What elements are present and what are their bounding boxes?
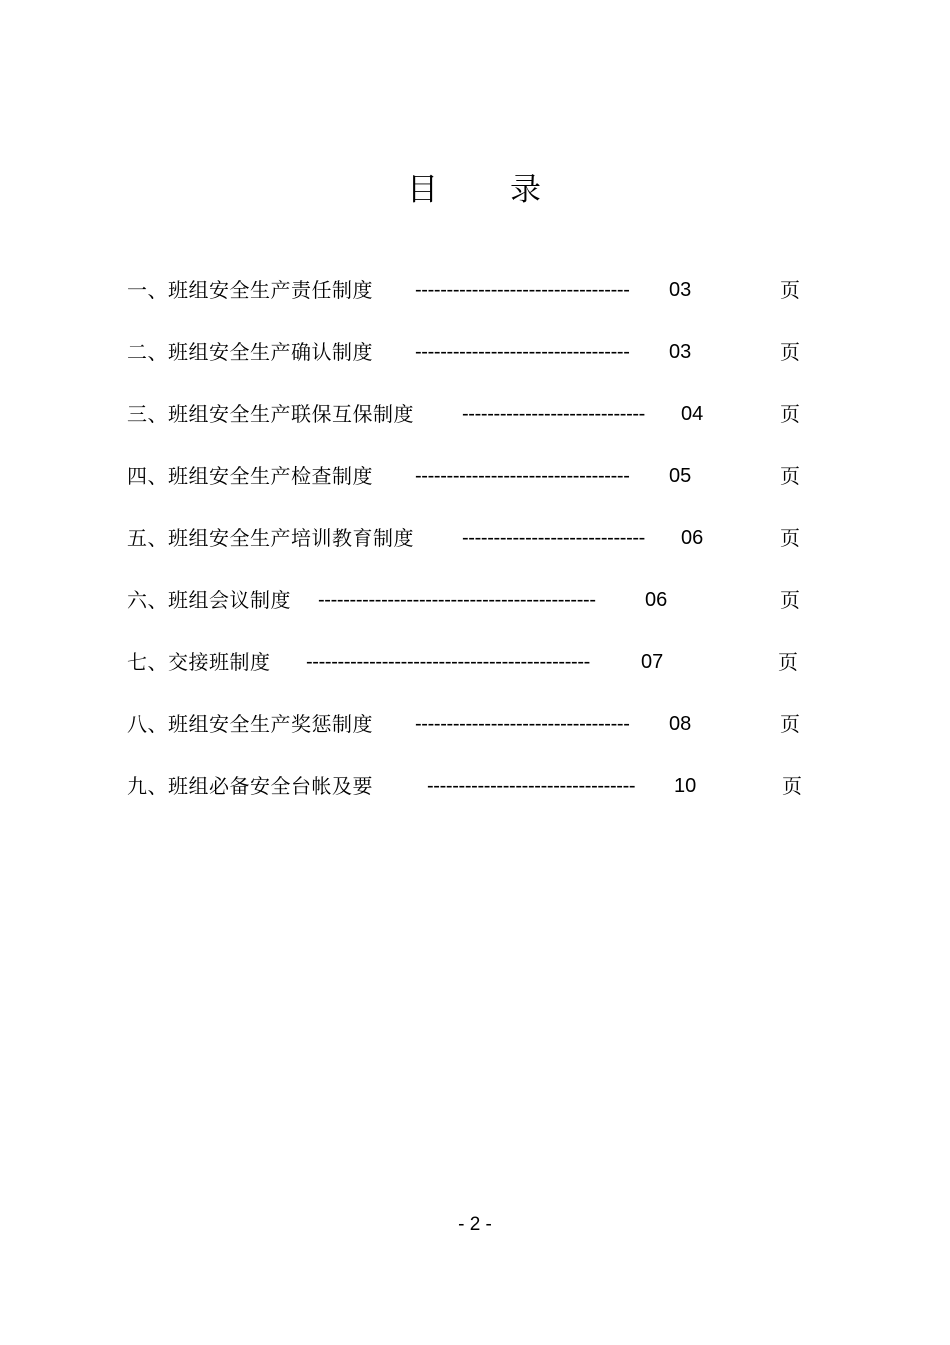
toc-entry-page: 06 (681, 527, 704, 549)
toc-entry-4[interactable] (0, 459, 950, 493)
toc-entry-page-suffix: 页 (782, 774, 802, 798)
toc-entry-page: 05 (669, 465, 692, 487)
toc-entry-leader: --------------------------------------------- (306, 651, 590, 673)
toc-entry-leader: ---------------------------------- (415, 279, 630, 301)
page-title-char-1: 目 (407, 172, 438, 208)
toc-entry-leader: -------------------------------------------- (318, 589, 596, 611)
toc-entry-title: 一、班组安全生产责任制度 (127, 278, 373, 302)
toc-entry-page-suffix: 页 (780, 402, 800, 426)
toc-entry-page: 08 (669, 713, 692, 735)
toc-entry-page: 04 (681, 403, 704, 425)
toc-entry-leader: ---------------------------------- (415, 341, 630, 363)
toc-entry-3[interactable] (0, 397, 950, 431)
toc-entry-7[interactable] (0, 645, 950, 679)
page-title-char-2: 录 (510, 172, 541, 208)
toc-entry-page: 10 (674, 775, 697, 797)
toc-entry-leader: --------------------------------- (427, 775, 636, 797)
toc-entry-page: 06 (645, 589, 668, 611)
toc-entry-page-suffix: 页 (780, 340, 800, 364)
toc-entry-page-suffix: 页 (780, 712, 800, 736)
toc-entry-page-suffix: 页 (780, 464, 800, 488)
toc-entry-leader: ---------------------------------- (415, 713, 630, 735)
toc-entry-title: 九、班组必备安全台帐及要 (127, 774, 373, 798)
toc-entry-6[interactable] (0, 583, 950, 617)
toc-entry-page: 07 (641, 651, 664, 673)
toc-entry-page-suffix: 页 (778, 650, 798, 674)
toc-entry-title: 六、班组会议制度 (127, 588, 291, 612)
toc-entry-title: 七、交接班制度 (127, 650, 271, 674)
toc-entry-5[interactable] (0, 521, 950, 555)
toc-entry-page-suffix: 页 (780, 588, 800, 612)
toc-entry-page-suffix: 页 (780, 526, 800, 550)
toc-entry-8[interactable] (0, 707, 950, 741)
toc-entry-leader: ----------------------------- (462, 403, 645, 425)
page-number: - 2 - (458, 1214, 492, 1235)
toc-entry-1[interactable] (0, 273, 950, 307)
toc-entry-title: 五、班组安全生产培训教育制度 (127, 526, 414, 550)
toc-entry-page: 03 (669, 341, 692, 363)
toc-entry-title: 八、班组安全生产奖惩制度 (127, 712, 373, 736)
toc-entry-9[interactable] (0, 769, 950, 803)
toc-entry-title: 三、班组安全生产联保互保制度 (127, 402, 414, 426)
toc-entry-title: 四、班组安全生产检查制度 (127, 464, 373, 488)
toc-entry-title: 二、班组安全生产确认制度 (127, 340, 373, 364)
toc-entry-2[interactable] (0, 335, 950, 369)
toc-entry-leader: ---------------------------------- (415, 465, 630, 487)
toc-entry-leader: ----------------------------- (462, 527, 645, 549)
toc-entry-page-suffix: 页 (780, 278, 800, 302)
toc-entry-page: 03 (669, 279, 692, 301)
